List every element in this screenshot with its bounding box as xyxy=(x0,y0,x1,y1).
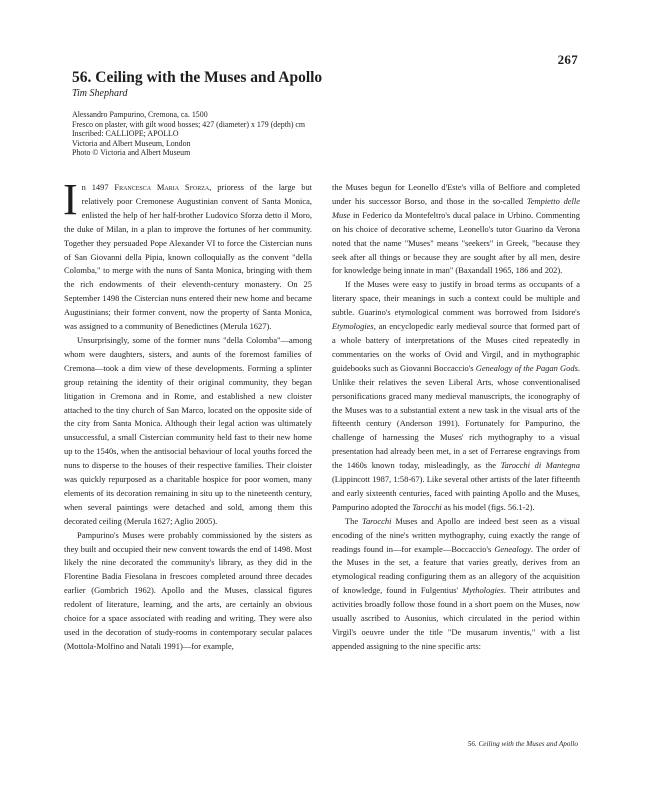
meta-line-artist: Alessandro Pampurino, Cremona, ca. 1500 xyxy=(72,110,208,119)
paragraph: In 1497 Francesca Maria Sforza, prioress of the large but relatively poor Cremonese Augustinian convent of Santa Monica, enlisted the help of her half-brother Ludovico Sforza detto il Moro, the duke of Milan, in a plan to improve the fortunes of her community. Together they persuaded Pope Alexander VI to force the Cistercian nuns of San Giovanni della Pipia, known colloquially as the convent "della Colomba," to merge with the nuns of Santa Monica, bringing with them the rich endowments of their eleventh-century monastery. On 25 September 1498 the Cistercian nuns entered their new home and became Augustinians; their former convent, now the property of Santa Monica, was assigned to a community of Benedictines (Merula 1627). xyxy=(63,175,313,332)
paragraph: the Muses begun for Leonello d'Este's villa of Belfiore and completed under his successor Borso, and those in the so-called Tempietto delle Muse in Federico da Montefeltro's ducal palace in Urbino. Commenting on his choice of decorative scheme, Leonello's tutor Guarino da Verona noted that the name "Muses" means "seekers" in Greek, "because they seek after all things or because they are sought after by all men, desire for knowledge being innate in man" (Baxandall 1965, 186 and 202). xyxy=(332,182,580,276)
page-number: 267 xyxy=(557,52,578,67)
meta-line-medium: Fresco on plaster, with gilt wood bosses; 427 (diameter) x 179 (depth) cm xyxy=(72,119,306,129)
paragraph: Unsurprisingly, some of the former nuns "della Colomba"—among whom were daughters, sisters, and aunts of the foremost families of Cremona—took a dim view of these developments. Forming a splinter group retaining the identity of their original community, they began litigation in Cremona and in Rome, and established a new cloister attached to the tiny church of San Marco, located on the opposite side of the city from Santa Monica. Although their legal action was ultimately unsuccessful, a small Cistercian community held fast to their new home up to the 1540s, when the antisocial behaviour of local youths forced the nuns to disperse to the houses of their respective families. Their cloister was quickly repurposed as a charitable hospice for poor women, many elements of its decoration remaining in situ up to the nineteenth century, when several paintings were detached and sold, among them this decorated ceiling (Merula 1627; Aglio 2005). xyxy=(64,334,312,526)
body-column-right xyxy=(332,181,580,654)
paragraph: The Tarocchi Muses and Apollo are indeed best seen as a visual encoding of the nine's written mythography, cuing exactly the range of readings found in—for example—Boccaccio's Genealogy. The order of the Muses in the set, a feature that varies greatly, derives from an etymological reading configuring them as an allegory of the acquisition of knowledge, found in Fulgentius' Mythologies. Their attributes and activities broadly follow those found in a short poem on the Muses, now usually ascribed to Ausonius, which circulated in the period within Virgil's oeuvre under the title "De musarum inventis," with a list appended assigning to the nine specific arts: xyxy=(332,515,581,651)
paragraph: Pampurino's Muses were probably commissioned by the sisters as they built and occupied their new convent towards the end of 1498. Most likely the nine decorated the community's library, as they did in the Florentine Badia Fiesolana in frescoes completed around three decades earlier (Gombrich 1962). Apollo and the Muses, classical figures redolent of literature, learning, and the arts, are certainly an obvious choice for a space associated with reading and writing. They were also used in the decoration of study-rooms in contemporary secular palaces (Mottola-Molfino and Natali 1991)—for example, xyxy=(64,529,312,651)
meta-line-location: Victoria and Albert Museum, London xyxy=(72,138,191,148)
author-name: Tim Shephard xyxy=(72,88,128,99)
paragraph: If the Muses were easy to justify in broad terms as occupants of a literary space, their meanings in such a context could be multiple and subtle. Guarino's etymological comment was borrowed from Isidore's Etymologies, an encyclopedic early medieval source that formed part of a whole battery of interpretations of the Muses cited repeatedly in commentaries on the works of Ovid and Virgil, and in mythographic guidebooks such as Giovanni Boccaccio's Genealogy of the Pagan Gods. Unlike their relatives the seven Liberal Arts, whose conventionalised personifications graced many medieval manuscripts, the iconography of the Muses was to a substantial extent a new task in the visual arts of the fifteenth century (Anderson 1991). Fortunately for Pampurino, the challenge of harnessing the Muses' rich mythography to a visual presentation had already been met, in a set of Ferrarese engravings from the 1460s known today, misleadingly, as the Tarocchi di Mantegna (Lippincott 1987, 1:58-67). Like several other artists of the later fifteenth and early sixteenth centuries, faced with painting Apollo and the Muses, Pampurino adopted the Tarocchi as his model (figs. 56.1-2). xyxy=(332,279,580,512)
drop-cap: I xyxy=(63,175,78,224)
meta-line-inscription: Inscribed: CALLIOPE; APOLLO xyxy=(72,129,179,139)
body-column-left xyxy=(63,175,313,654)
person-name: Francesca Maria Sforza xyxy=(114,182,210,192)
meta-line-photo-credit: Photo © Victoria and Albert Museum xyxy=(72,148,191,158)
article-title: 56. Ceiling with the Muses and Apollo xyxy=(72,69,323,86)
running-footer: 56. Ceiling with the Muses and Apollo xyxy=(467,740,578,748)
artwork-metadata xyxy=(72,110,305,158)
